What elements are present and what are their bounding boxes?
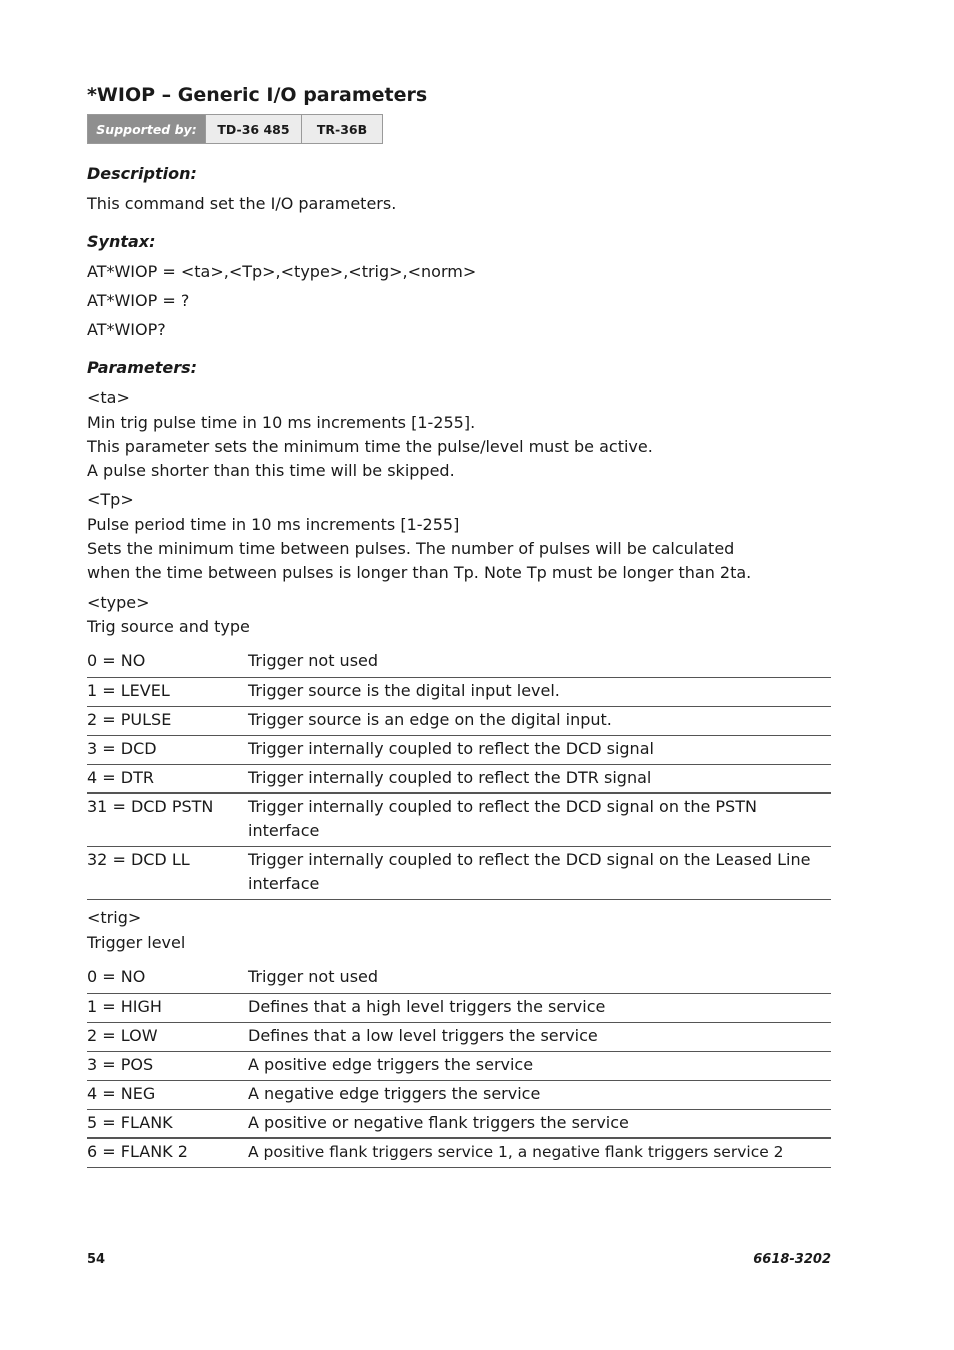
page-number: 54 — [87, 1252, 106, 1267]
table-row — [87, 847, 831, 900]
trig-table — [87, 965, 831, 1168]
table-cell-value: 6 = FLANK 2 — [87, 1142, 188, 1161]
param-ta-line: This parameter sets the minimum time the pulse/level must be active. — [87, 437, 653, 456]
page-title: *WIOP – Generic I/O parameters — [87, 84, 428, 106]
table-row — [87, 1052, 831, 1081]
table-row — [87, 765, 831, 794]
table-cell-text: Trigger source is the digital input level. — [248, 681, 560, 700]
table-cell-value: 0 = NO — [87, 651, 146, 670]
param-trig-desc: Trigger level — [87, 933, 186, 952]
table-cell-text: Defines that a high level triggers the service — [248, 997, 606, 1016]
table-cell-text: Trigger not used — [248, 967, 379, 986]
table-row — [87, 994, 831, 1023]
table-row — [87, 678, 831, 707]
param-type-desc: Trig source and type — [87, 617, 250, 636]
syntax-line: AT*WIOP = <ta>,<Tp>,<type>,<trig>,<norm> — [87, 262, 477, 281]
table-cell-value: 1 = LEVEL — [87, 681, 170, 700]
table-cell-text: Trigger internally coupled to reflect the DCD signal — [248, 739, 654, 758]
table-cell-text: Trigger internally coupled to reflect the DCD signal on the PSTN interface — [248, 797, 757, 840]
table-cell-text: Trigger internally coupled to reflect the DCD signal on the Leased Line interface — [248, 850, 811, 893]
supported-device: TR-36B — [301, 115, 382, 143]
param-ta-name: <ta> — [87, 388, 130, 407]
syntax-line: AT*WIOP = ? — [87, 291, 190, 310]
syntax-heading: Syntax: — [87, 232, 156, 251]
table-row — [87, 736, 831, 765]
param-ta-line: Min trig pulse time in 10 ms increments [1-255]. — [87, 413, 476, 432]
param-tp-line: Pulse period time in 10 ms increments [1-255] — [87, 515, 460, 534]
table-cell-value: 1 = HIGH — [87, 997, 162, 1016]
supported-by-box — [87, 114, 383, 144]
supported-by-label: Supported by: — [88, 115, 205, 143]
table-row — [87, 794, 831, 847]
table-cell-value: 2 = LOW — [87, 1026, 158, 1045]
table-cell-text: Defines that a low level triggers the service — [248, 1026, 598, 1045]
table-cell-text: Trigger internally coupled to reflect the DTR signal — [248, 768, 652, 787]
param-ta-line: A pulse shorter than this time will be skipped. — [87, 461, 455, 480]
param-type-name: <type> — [87, 593, 150, 612]
table-cell-text: Trigger not used — [248, 651, 379, 670]
table-cell-text: A positive flank triggers service 1, a negative flank triggers service 2 — [248, 1143, 784, 1161]
table-row — [87, 649, 831, 678]
table-cell-text: A positive or negative flank triggers the service — [248, 1113, 629, 1132]
param-trig-name: <trig> — [87, 908, 142, 927]
table-cell-text: Trigger source is an edge on the digital input. — [248, 710, 612, 729]
table-row — [87, 1139, 831, 1168]
supported-device: TD-36 485 — [205, 115, 301, 143]
document-number: 6618-3202 — [753, 1252, 831, 1267]
param-tp-name: <Tp> — [87, 490, 134, 509]
table-cell-value: 5 = FLANK — [87, 1113, 173, 1132]
param-tp-line: when the time between pulses is longer than Tp. Note Tp must be longer than 2ta. — [87, 563, 752, 582]
table-cell-value: 2 = PULSE — [87, 710, 172, 729]
description-text: This command set the I/O parameters. — [87, 194, 397, 213]
parameters-heading: Parameters: — [87, 358, 198, 377]
table-cell-value: 3 = POS — [87, 1055, 154, 1074]
table-cell-text: A negative edge triggers the service — [248, 1084, 541, 1103]
table-row — [87, 1081, 831, 1110]
table-row — [87, 1023, 831, 1052]
table-cell-value: 31 = DCD PSTN — [87, 797, 214, 816]
description-heading: Description: — [87, 164, 197, 183]
type-table — [87, 649, 831, 900]
table-cell-value: 0 = NO — [87, 967, 146, 986]
syntax-line: AT*WIOP? — [87, 320, 166, 339]
table-cell-value: 4 = NEG — [87, 1084, 156, 1103]
table-cell-value: 3 = DCD — [87, 739, 157, 758]
table-row — [87, 1110, 831, 1139]
table-cell-text: A positive edge triggers the service — [248, 1055, 534, 1074]
table-cell-value: 4 = DTR — [87, 768, 154, 787]
table-cell-value: 32 = DCD LL — [87, 850, 190, 869]
table-row — [87, 707, 831, 736]
table-row — [87, 965, 831, 994]
param-tp-line: Sets the minimum time between pulses. The number of pulses will be calculated — [87, 539, 735, 558]
